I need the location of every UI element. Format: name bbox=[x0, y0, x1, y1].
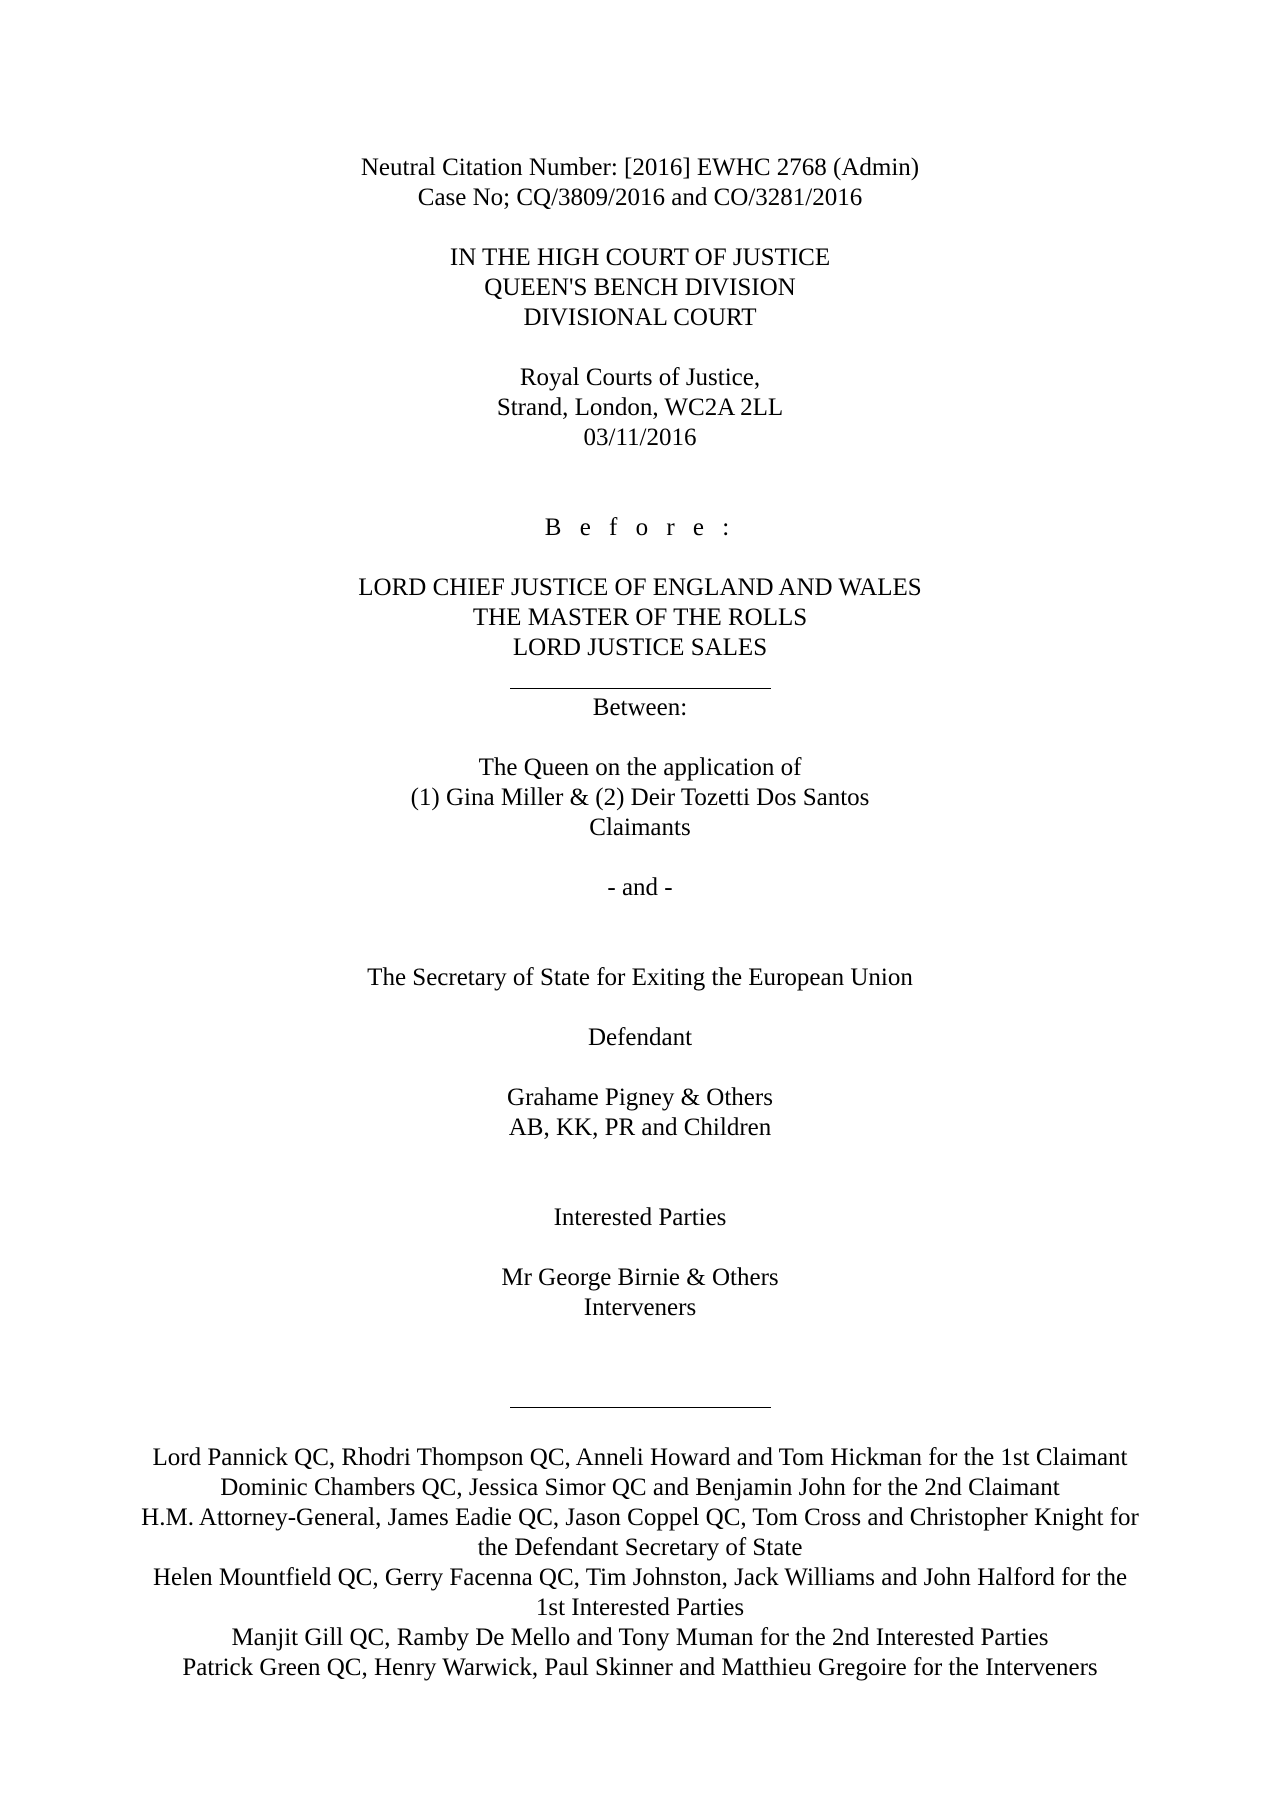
counsel-line: Helen Mountfield QC, Gerry Facenna QC, Tim Johnston, Jack Williams and John Halford for the bbox=[152, 1564, 1128, 1591]
judge-2: THE MASTER OF THE ROLLS bbox=[472, 604, 808, 631]
counsel-line: 1st Interested Parties bbox=[535, 1594, 745, 1621]
separator-rule-bottom bbox=[510, 1407, 771, 1408]
court-address-line2: Strand, London, WC2A 2LL bbox=[496, 394, 784, 421]
claimant-role: Claimants bbox=[589, 814, 691, 841]
interested-party-role: Interested Parties bbox=[553, 1204, 727, 1231]
separator-rule-top bbox=[510, 688, 771, 689]
counsel-line: Manjit Gill QC, Ramby De Mello and Tony Muman for the 2nd Interested Parties bbox=[231, 1624, 1049, 1651]
counsel-line: the Defendant Secretary of State bbox=[477, 1534, 803, 1561]
defendant-role: Defendant bbox=[587, 1024, 693, 1051]
counsel-line: H.M. Attorney-General, James Eadie QC, Jason Coppel QC, Tom Cross and Christopher Knight for bbox=[141, 1504, 1139, 1531]
interested-party-line2: AB, KK, PR and Children bbox=[508, 1114, 772, 1141]
defendant-name: The Secretary of State for Exiting the European Union bbox=[367, 964, 913, 991]
counsel-line: Lord Pannick QC, Rhodri Thompson QC, Anneli Howard and Tom Hickman for the 1st Claimant bbox=[152, 1444, 1128, 1471]
judge-3: LORD JUSTICE SALES bbox=[512, 634, 768, 661]
court-division: QUEEN'S BENCH DIVISION bbox=[484, 274, 796, 301]
neutral-citation: Neutral Citation Number: [2016] EWHC 2768 (Admin) bbox=[360, 154, 920, 181]
between-label: Between: bbox=[592, 694, 688, 721]
before-label: B e f o r e : bbox=[544, 514, 736, 541]
and-separator: - and - bbox=[607, 874, 673, 901]
judge-1: LORD CHIEF JUSTICE OF ENGLAND AND WALES bbox=[358, 574, 922, 601]
judgment-date: 03/11/2016 bbox=[583, 424, 697, 451]
counsel-line: Dominic Chambers QC, Jessica Simor QC and Benjamin John for the 2nd Claimant bbox=[220, 1474, 1060, 1501]
court-name: IN THE HIGH COURT OF JUSTICE bbox=[449, 244, 831, 271]
case-number: Case No; CQ/3809/2016 and CO/3281/2016 bbox=[417, 184, 863, 211]
court-subdivision: DIVISIONAL COURT bbox=[523, 304, 757, 331]
court-address-line1: Royal Courts of Justice, bbox=[519, 364, 761, 391]
claimant-names: (1) Gina Miller & (2) Deir Tozetti Dos Santos bbox=[410, 784, 870, 811]
interested-party-line1: Grahame Pigney & Others bbox=[507, 1084, 773, 1111]
counsel-line: Patrick Green QC, Henry Warwick, Paul Skinner and Matthieu Gregoire for the Interveners bbox=[182, 1654, 1098, 1681]
intervener-name: Mr George Birnie & Others bbox=[501, 1264, 779, 1291]
claimant-intro: The Queen on the application of bbox=[478, 754, 802, 781]
intervener-role: Interveners bbox=[583, 1294, 697, 1321]
